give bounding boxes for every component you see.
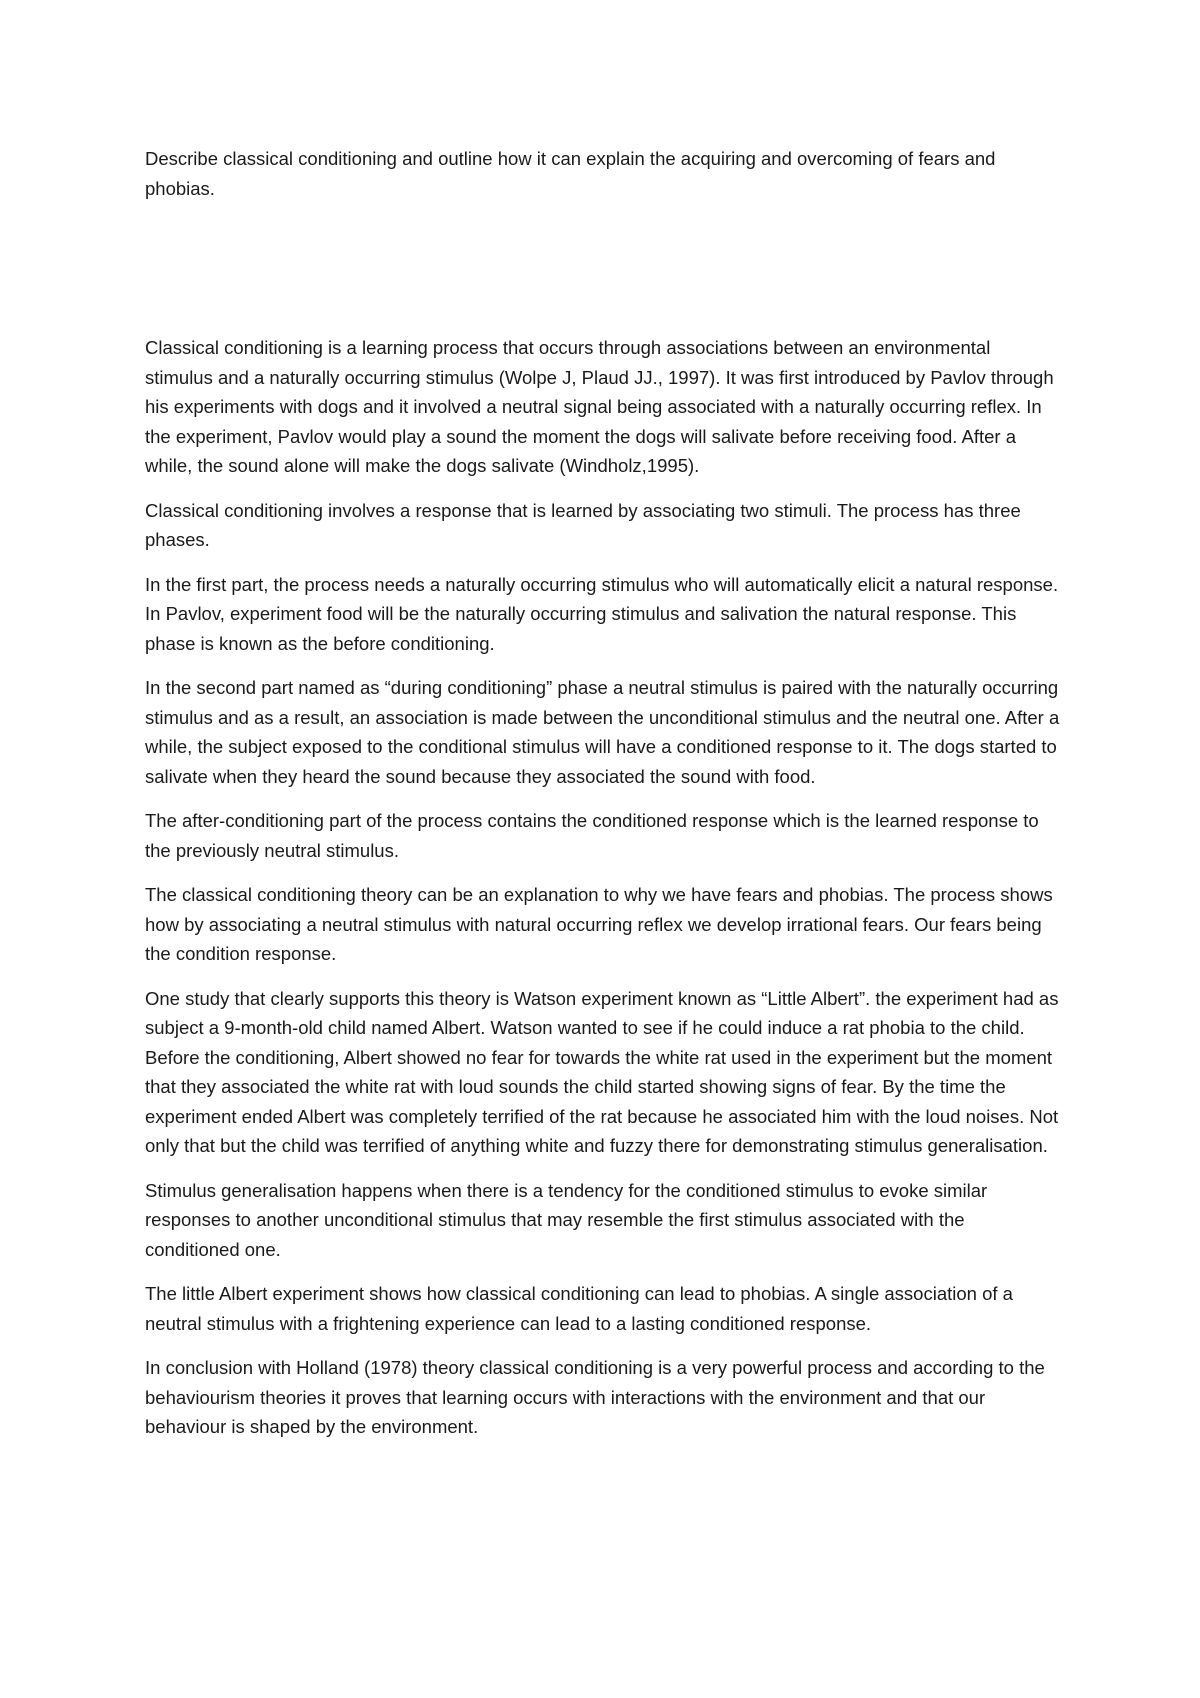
spacer [145,203,1060,333]
paragraph-little-albert: One study that clearly supports this theory is Watson experiment known as “Little Albert”. the experiment had as subject a 9-month-old child named Albert. Watson wanted to see if he could induce a rat phobia to the child. Before the conditioning, Albert showed no fear for towards the white rat used in the experiment but the moment that they associated the white rat with loud sounds the child started showing signs of fear. By the time the experiment ended Albert was completely terrified of the rat because he associated him with the loud noises. Not only that but the child was terrified of anything white and fuzzy there for demonstrating stimulus generalisation. [145,987,1059,1156]
paragraph-intro: Classical conditioning is a learning process that occurs through associations between an environmental stimulus and a naturally occurring stimulus (Wolpe J, Plaud JJ., 1997). It was first introduced by Pavlov through his experiments with dogs and it involved a neutral signal being associated with a naturally occurring reflex. In the experiment, Pavlov would play a sound the moment the dogs will salivate before receiving food. After a while, the sound alone will make the dogs salivate (Windholz,1995). [145,337,1054,476]
paragraph-fears-phobias: The classical conditioning theory can be an explanation to why we have fears and phobias. The process shows how by associating a neutral stimulus with natural occurring reflex we develop irrational fears. Our fears being the condition response. [145,884,1053,964]
document-body [145,144,1060,1457]
essay-question: Describe classical conditioning and outline how it can explain the acquiring and overcoming of fears and phobias. [145,148,996,199]
paragraph-conclusion: In conclusion with Holland (1978) theory classical conditioning is a very powerful process and according to the behaviourism theories it proves that learning occurs with interactions with the environment and that our behaviour is shaped by the environment. [145,1357,1045,1437]
paragraph-second-part: In the second part named as “during conditioning” phase a neutral stimulus is paired with the naturally occurring stimulus and as a result, an association is made between the unconditional stimulus and the neutral one. After a while, the subject exposed to the conditional stimulus will have a conditioned response to it. The dogs started to salivate when they heard the sound because they associated the sound with food. [145,677,1060,787]
paragraph-phases: Classical conditioning involves a response that is learned by associating two stimuli. The process has three phases. [145,499,1021,550]
paragraph-generalisation: Stimulus generalisation happens when there is a tendency for the conditioned stimulus to evoke similar responses to another unconditional stimulus that may resemble the first stimulus associated with the conditioned one. [145,1179,988,1260]
paragraph-phobias-lead: The little Albert experiment shows how classical conditioning can lead to phobias. A single association of a neutral stimulus with a frightening experience can lead to a lasting conditioned response. [145,1283,1013,1334]
paragraph-after-conditioning: The after-conditioning part of the process contains the conditioned response which is the learned response to the previously neutral stimulus. [145,810,1039,861]
paragraph-first-part: In the first part, the process needs a naturally occurring stimulus who will automatically elicit a natural response. In Pavlov, experiment food will be the naturally occurring stimulus and salivation the natural response. This phase is known as the before conditioning. [145,573,1059,654]
